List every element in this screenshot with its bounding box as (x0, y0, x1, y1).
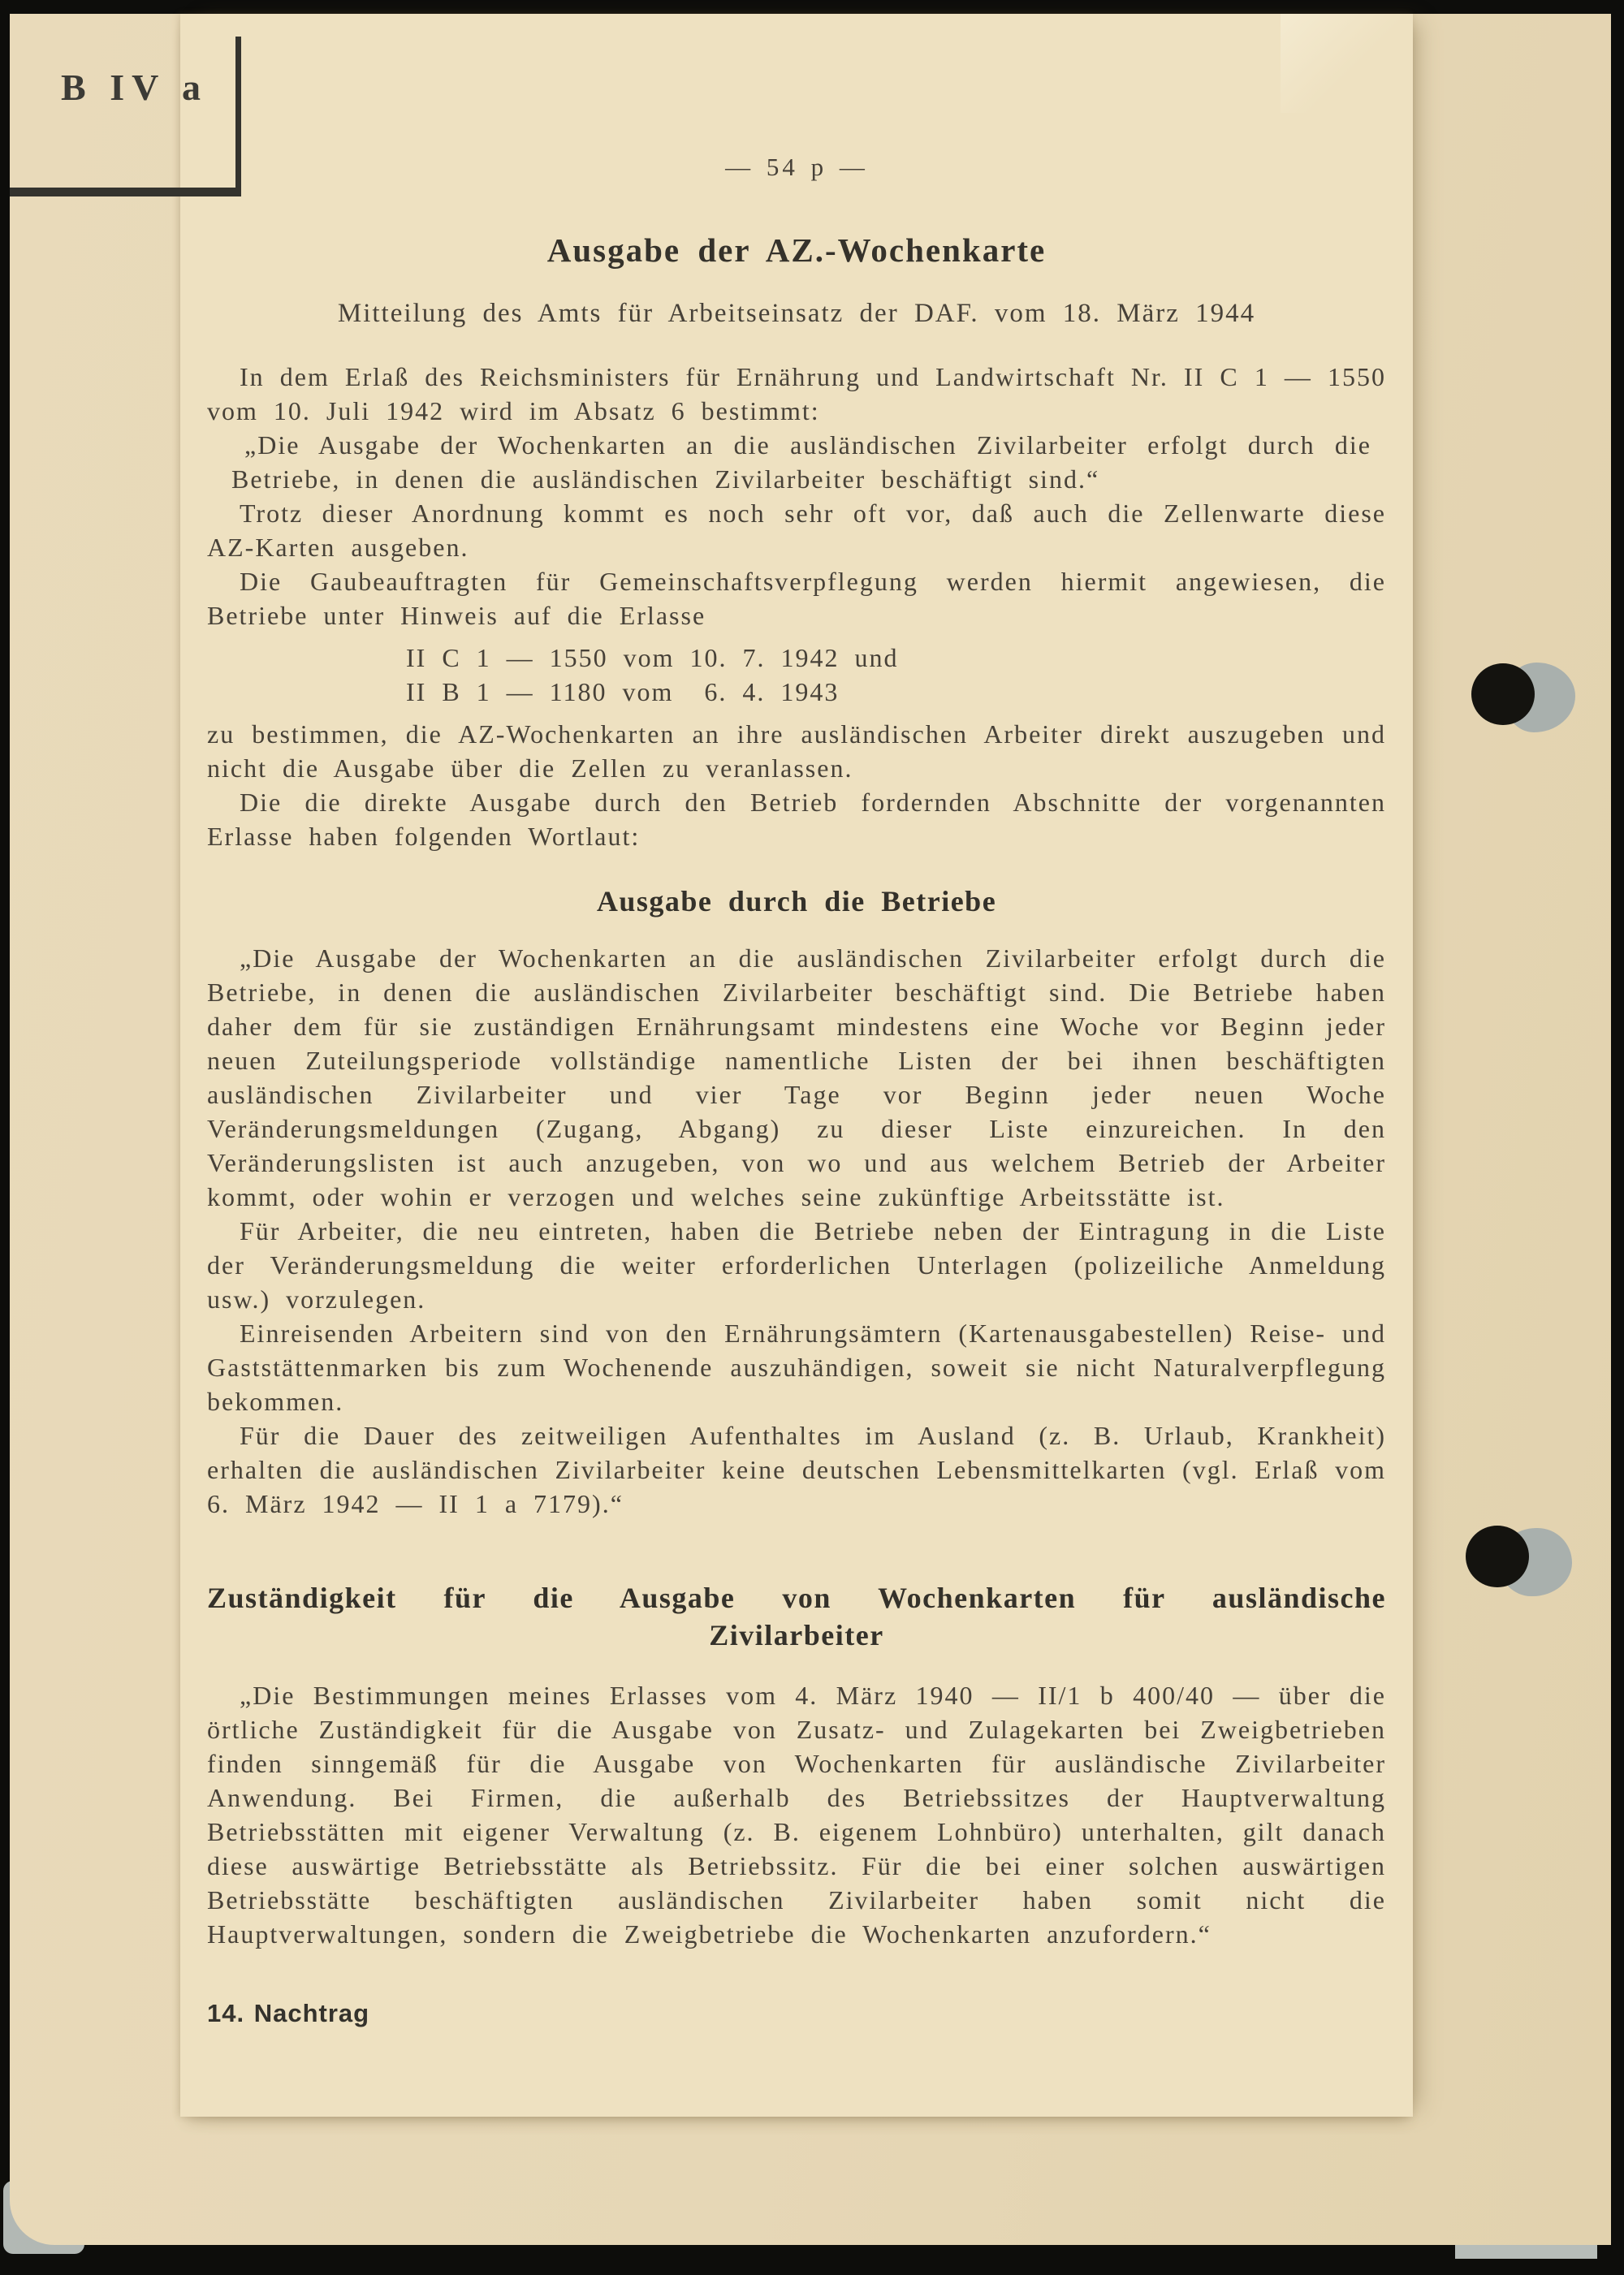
section-heading-zustaendigkeit-line2: Zivilarbeiter (709, 1619, 884, 1651)
paragraph-quote: „Die Ausgabe der Wochenkarten an die ausländischen Zivilarbeiter erfolgt durch die Betriebe, in denen die ausländischen Zivilarbeiter beschäftigt sind.“ (231, 430, 1371, 494)
paper-crease (1281, 14, 1413, 113)
section-heading-zustaendigkeit-line1: Zuständigkeit für die Ausgabe von Wochenkarten für ausländische (207, 1582, 1386, 1614)
document-content (207, 150, 1386, 2031)
erlass-reference-list (207, 641, 1386, 709)
erlass-reference-line: II B 1 — 1180 vom 6. 4. 1943 (406, 677, 840, 706)
erlass-reference-line: II C 1 — 1550 vom 10. 7. 1942 und (406, 643, 899, 672)
scanned-paper (10, 14, 1611, 2245)
section1-paragraph-4: Für die Dauer des zeitweiligen Aufenthaltes im Ausland (z. B. Urlaub, Krankheit) erhalten die ausländischen Zivilarbeiter keine deutschen Lebensmittelkarten (vgl. Erlaß vom 6. März 1942 — II 1 a 7179).“ (207, 1421, 1386, 1518)
paragraph-trotz: Trotz dieser Anordnung kommt es noch sehr oft vor, daß auch die Zellenwarte diese AZ-Karten ausgeben. (207, 499, 1386, 562)
section-heading-betriebe: Ausgabe durch die Betriebe (596, 885, 997, 917)
document-subtitle: Mitteilung des Amts für Arbeitseinsatz der DAF. vom 18. März 1944 (337, 299, 1256, 328)
section1-paragraph-1: „Die Ausgabe der Wochenkarten an die ausländischen Zivilarbeiter erfolgt durch die Betriebe, in denen die ausländischen Zivilarbeiter beschäftigt sind. Die Betriebe haben daher dem für sie zuständigen Ernährungsamt mindestens eine Woche vor Beginn jeder neuen Zuteilungsperiode vollständige namentliche Listen der bei ihnen beschäftigten ausländischen Zivilarbeiter und vier Tage vor Beginn jeder neuen Woche Veränderungsmeldungen (Zugang, Abgang) zu dieser Liste einzureichen. In den Veränderungslisten ist auch anzugeben, von wo und aus welchem Betrieb der Arbeiter kommt, oder wohin er verzogen und welches seine zukünftige Arbeitsstätte ist. (207, 943, 1386, 1211)
classification-label: B IV a (61, 67, 208, 108)
hole-punch-bottom (1466, 1526, 1529, 1587)
section2-paragraph-1: „Die Bestimmungen meines Erlasses vom 4. März 1940 — II/1 b 400/40 — über die örtliche Zuständigkeit für die Ausgabe von Zusatz- und Zulagekarten bei Zweigbetrieben finden sinngemäß für die Ausgabe von Wochenkarten für ausländische Zivilarbeiter Anwendung. Bei Firmen, die außerhalb des Betriebssitzes der Hauptverwaltung Betriebsstätten mit eigener Verwaltung (z. B. eigenem Lohnbüro) unterhalten, gilt danach diese auswärtige Betriebsstätte als Betriebssitz. Für die bei einer solchen auswärtigen Betriebsstätte beschäftigten ausländischen Zivilarbeiter haben somit nicht die Hauptverwaltungen, sondern die Zweigbetriebe die Wochenkarten anzufordern.“ (207, 1681, 1386, 1949)
paragraph-zu-bestimmen: zu bestimmen, die AZ-Wochenkarten an ihre ausländischen Arbeiter direkt auszugeben und nicht die Ausgabe über die Zellen zu veranlassen. (207, 719, 1386, 783)
paragraph-intro: In dem Erlaß des Reichsministers für Ernährung und Landwirtschaft Nr. II C 1 — 1550 vom 10. Juli 1942 wird im Absatz 6 bestimmt: (207, 362, 1386, 425)
section1-paragraph-2: Für Arbeiter, die neu eintreten, haben die Betriebe neben der Eintragung in die Liste der Veränderungsmeldung die weiter erforderlichen Unterlagen (polizeiliche Anmeldung usw.) vorzulegen. (207, 1216, 1386, 1314)
document-title: Ausgabe der AZ.-Wochenkarte (546, 231, 1047, 269)
hole-punch-top (1471, 663, 1535, 725)
paragraph-direkte-ausgabe: Die die direkte Ausgabe durch den Betrieb fordernden Abschnitte der vorgenannten Erlasse haben folgenden Wortlaut: (207, 788, 1386, 851)
page-number: — 54 p — (725, 153, 868, 181)
paragraph-gaubeauftragte: Die Gaubeauftragten für Gemeinschaftsverpflegung werden hiermit angewiesen, die Betriebe unter Hinweis auf die Erlasse (207, 567, 1386, 630)
section1-paragraph-3: Einreisenden Arbeitern sind von den Ernährungsämtern (Kartenausgabestellen) Reise- und Gaststättenmarken bis zum Wochenende auszuhändigen, soweit sie nicht Naturalverpflegung bekommen. (207, 1319, 1386, 1416)
supplement-label: 14. Nachtrag (207, 1999, 370, 2027)
